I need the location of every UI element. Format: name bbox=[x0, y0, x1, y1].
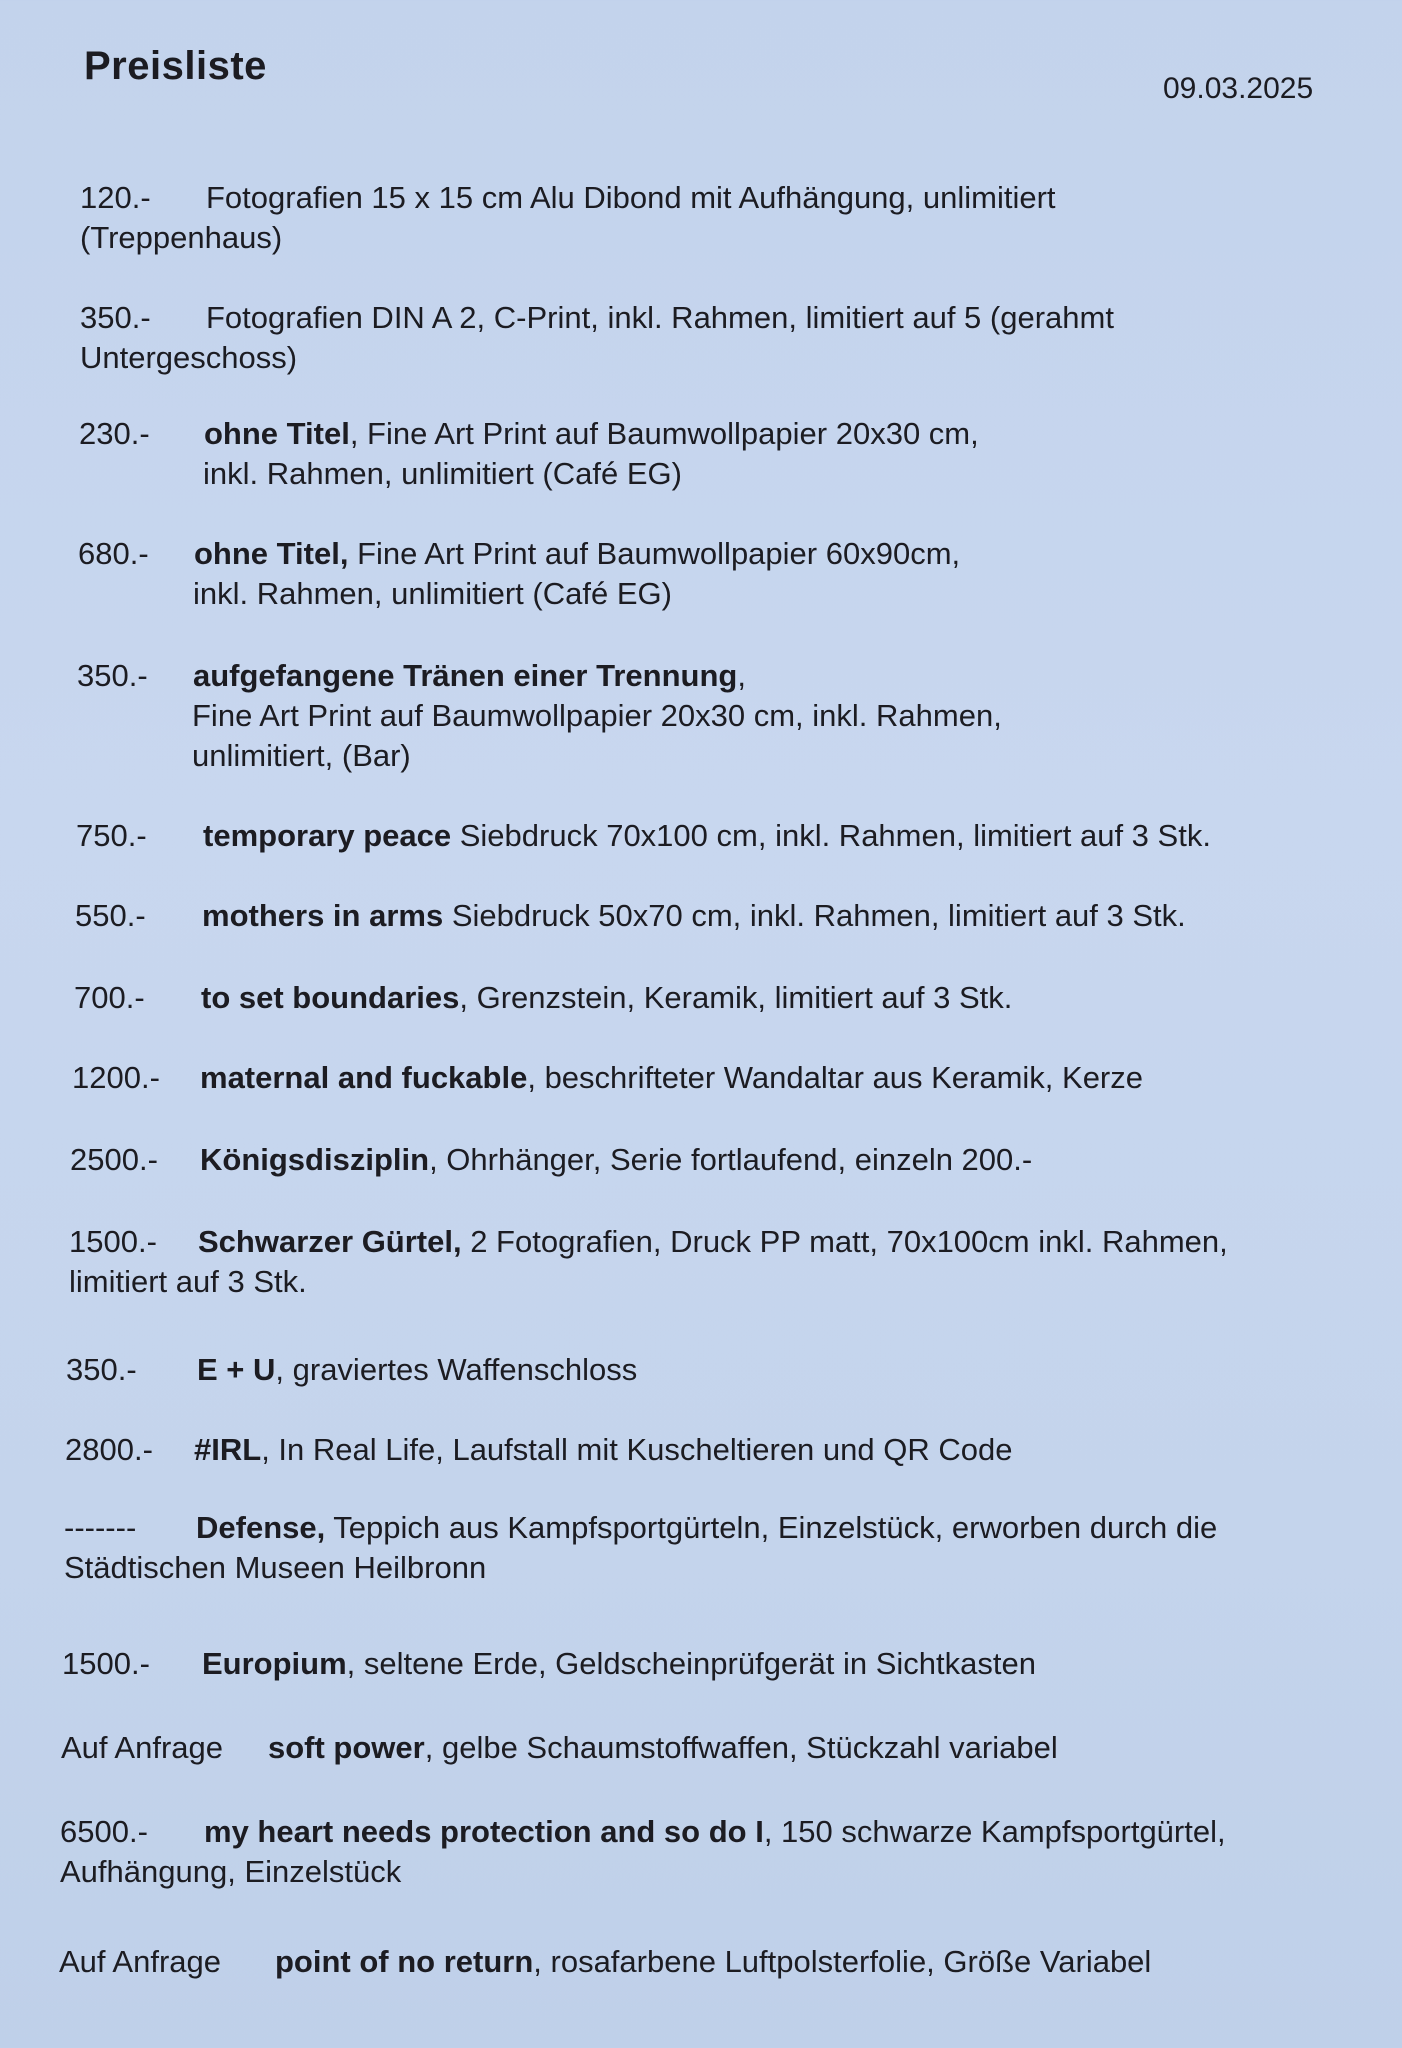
entry-price: 750.- bbox=[76, 818, 147, 853]
price-entry bbox=[79, 414, 1402, 494]
entry-description: , rosafarbene Luftpolsterfolie, Größe Variabel bbox=[533, 1944, 1152, 1979]
entry-continuation: inkl. Rahmen, unlimitiert (Café EG) bbox=[203, 456, 682, 491]
price-entry bbox=[66, 1350, 1402, 1390]
price-entry bbox=[69, 1222, 1402, 1302]
price-entry bbox=[60, 1812, 1400, 1892]
entry-price: 350.- bbox=[80, 300, 151, 335]
price-entry bbox=[78, 534, 1402, 614]
entry-price: Auf Anfrage bbox=[59, 1944, 222, 1979]
entry-price: 350.- bbox=[66, 1352, 137, 1387]
entry-description: , Ohrhänger, Serie fortlaufend, einzeln 200.- bbox=[429, 1142, 1033, 1177]
entry-description: , gelbe Schaumstoffwaffen, Stückzahl variabel bbox=[424, 1730, 1058, 1765]
entry-price: 2800.- bbox=[65, 1432, 153, 1467]
entry-title: aufgefangene Tränen einer Trennung bbox=[193, 658, 738, 693]
price-entry bbox=[75, 896, 1402, 936]
entry-continuation: limitiert auf 3 Stk. bbox=[69, 1264, 307, 1299]
entry-title: ohne Titel, bbox=[194, 536, 349, 571]
entry-title: mothers in arms bbox=[202, 898, 444, 933]
entry-continuation: unlimitiert, (Bar) bbox=[192, 738, 411, 773]
entry-description: , In Real Life, Laufstall mit Kuscheltieren und QR Code bbox=[261, 1432, 1013, 1467]
entry-title: soft power bbox=[268, 1730, 425, 1765]
entry-price: 120.- bbox=[80, 180, 151, 215]
entry-description: Siebdruck 70x100 cm, inkl. Rahmen, limitiert auf 3 Stk. bbox=[451, 818, 1211, 853]
price-entry bbox=[65, 1430, 1402, 1470]
price-entry bbox=[77, 656, 1402, 776]
page-title: Preisliste bbox=[84, 44, 267, 88]
price-entry bbox=[74, 978, 1402, 1018]
price-entry bbox=[76, 816, 1402, 856]
entry-description: , beschrifteter Wandaltar aus Keramik, Kerze bbox=[527, 1060, 1143, 1095]
entry-title: #IRL bbox=[194, 1432, 262, 1467]
entry-title: point of no return bbox=[275, 1944, 534, 1979]
entry-description: , Grenzstein, Keramik, limitiert auf 3 Stk. bbox=[459, 980, 1013, 1015]
entry-description: Siebdruck 50x70 cm, inkl. Rahmen, limitiert auf 3 Stk. bbox=[443, 898, 1186, 933]
price-entry bbox=[61, 1728, 1401, 1768]
entry-description: 2 Fotografien, Druck PP matt, 70x100cm inkl. Rahmen, bbox=[461, 1224, 1228, 1259]
entry-title: E + U bbox=[197, 1352, 276, 1387]
entry-price: 6500.- bbox=[60, 1814, 148, 1849]
entry-price: 2500.- bbox=[70, 1142, 158, 1177]
entry-title: my heart needs protection and so do I bbox=[204, 1814, 764, 1849]
entry-continuation: (Treppenhaus) bbox=[80, 220, 283, 255]
entry-title: Schwarzer Gürtel, bbox=[198, 1224, 462, 1259]
entry-title: to set boundaries bbox=[201, 980, 460, 1015]
entry-price: Auf Anfrage bbox=[61, 1730, 224, 1765]
entry-title: maternal and fuckable bbox=[200, 1060, 528, 1095]
entry-description: , seltene Erde, Geldscheinprüfgerät in Sichtkasten bbox=[346, 1646, 1036, 1681]
entry-description: Fotografien DIN A 2, C-Print, inkl. Rahmen, limitiert auf 5 (gerahmt bbox=[206, 300, 1114, 335]
entry-continuation: Städtischen Museen Heilbronn bbox=[64, 1550, 487, 1585]
price-entry bbox=[62, 1644, 1402, 1684]
entry-title: Defense, bbox=[196, 1510, 326, 1545]
entry-title: Europium bbox=[202, 1646, 347, 1681]
entry-description: , graviertes Waffenschloss bbox=[275, 1352, 638, 1387]
entry-price: 350.- bbox=[77, 658, 148, 693]
entry-description: , 150 schwarze Kampfsportgürtel, bbox=[763, 1814, 1226, 1849]
entry-price: 1500.- bbox=[69, 1224, 157, 1259]
price-entry bbox=[59, 1942, 1399, 1982]
price-entry bbox=[80, 298, 1402, 378]
entry-title: Königsdisziplin bbox=[200, 1142, 430, 1177]
entry-description: Teppich aus Kampfsportgürteln, Einzelstück, erworben durch die bbox=[325, 1510, 1218, 1545]
entry-price: 550.- bbox=[75, 898, 146, 933]
entry-description: Fine Art Print auf Baumwollpapier 60x90cm, bbox=[348, 536, 961, 571]
price-entry bbox=[72, 1058, 1402, 1098]
price-entry bbox=[80, 178, 1402, 258]
entry-price: 1500.- bbox=[62, 1646, 150, 1681]
entry-description: Fotografien 15 x 15 cm Alu Dibond mit Aufhängung, unlimitiert bbox=[206, 180, 1056, 215]
entry-continuation: Untergeschoss) bbox=[80, 340, 298, 375]
entry-price: ------- bbox=[64, 1510, 137, 1545]
entry-description: , bbox=[737, 658, 746, 693]
price-entry bbox=[64, 1508, 1402, 1588]
entry-continuation: Aufhängung, Einzelstück bbox=[60, 1854, 402, 1889]
entry-price: 680.- bbox=[78, 536, 149, 571]
entry-price: 700.- bbox=[74, 980, 145, 1015]
entry-price: 230.- bbox=[79, 416, 150, 451]
entry-price: 1200.- bbox=[72, 1060, 160, 1095]
entry-title: ohne Titel bbox=[204, 416, 350, 451]
price-entry bbox=[70, 1140, 1402, 1180]
entry-continuation: Fine Art Print auf Baumwollpapier 20x30 cm, inkl. Rahmen, bbox=[192, 698, 1002, 733]
page-date: 09.03.2025 bbox=[1163, 72, 1314, 105]
entry-continuation: inkl. Rahmen, unlimitiert (Café EG) bbox=[193, 576, 672, 611]
entry-description: , Fine Art Print auf Baumwollpapier 20x30 cm, bbox=[349, 416, 979, 451]
entry-title: temporary peace bbox=[203, 818, 452, 853]
